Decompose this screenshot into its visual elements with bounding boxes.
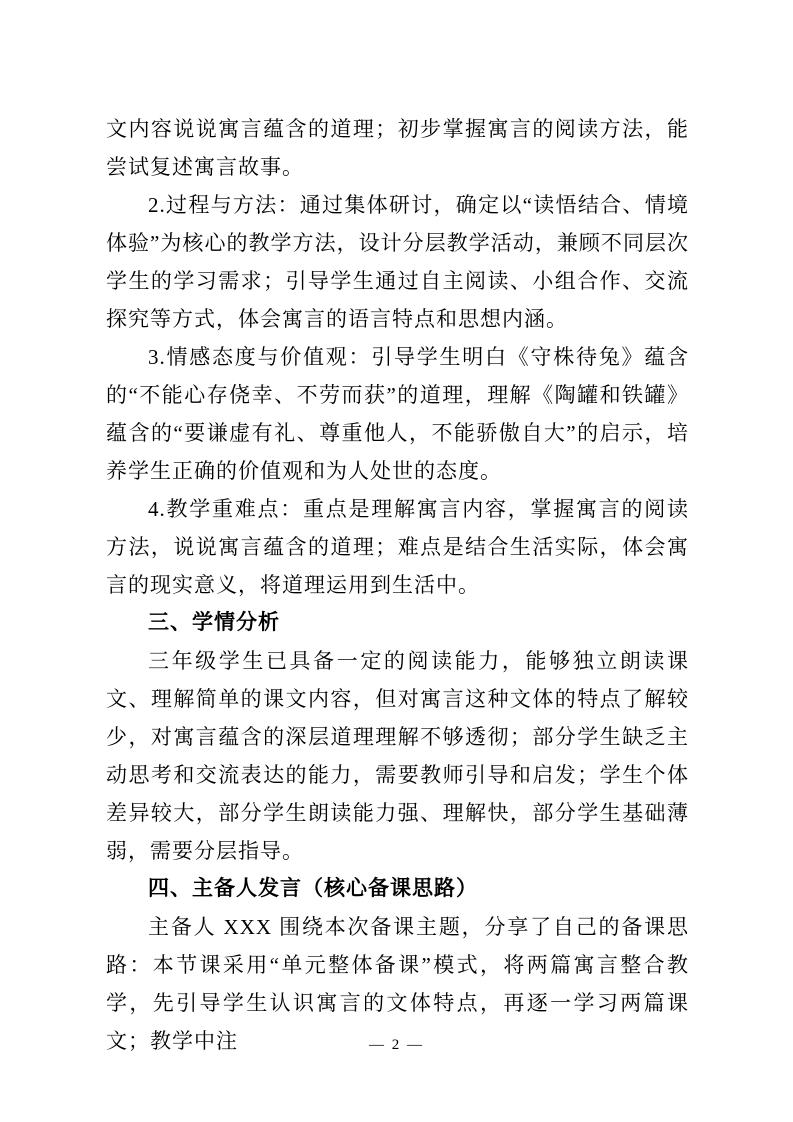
heading-section-3-learning-analysis: 三、学情分析 bbox=[148, 611, 280, 634]
paragraph-learning-situation-analysis: 三年级学生已具备一定的阅读能力，能够独立朗读课文、理解简单的课文内容，但对寓言这种文体的特点了解较少，对寓言蕴含的深层道理理解不够透彻；部分学生缺乏主动思考和交流表达的能力，需要教师引导和启发；学生个体差异较大，部分学生朗读能力强、理解快，部分学生基础薄弱，需要分层指导。 bbox=[106, 649, 689, 863]
paragraph-emotion-attitude-values: 3.情感态度与价值观：引导学生明白《守株待兔》蕴含的“不能心存侥幸、不劳而获”的道理，理解《陶罐和铁罐》蕴含的“要谦虚有礼、尊重他人，不能骄傲自大”的启示，培养学生正确的价值观和为人处世的态度。 bbox=[106, 345, 689, 483]
paragraph-knowledge-goal-continued: 文内容说说寓言蕴含的道理；初步掌握寓言的阅读方法，能尝试复述寓言故事。 bbox=[106, 117, 689, 179]
page-number: — 2 — bbox=[369, 1037, 424, 1053]
paragraph-teaching-key-difficulties: 4.教学重难点：重点是理解寓言内容，掌握寓言的阅读方法，说说寓言蕴含的道理；难点是结合生活实际，体会寓言的现实意义，将道理运用到生活中。 bbox=[106, 497, 689, 597]
paragraph-lead-preparer-ideas: 主备人 XXX 围绕本次备课主题，分享了自己的备课思路：本节课采用“单元整体备课”模式，将两篇寓言整合教学，先引导学生认识寓言的文体特点，再逐一学习两篇课文；教学中注 bbox=[106, 915, 689, 1053]
paragraph-process-and-method: 2.过程与方法：通过集体研讨，确定以“读悟结合、情境体验”为核心的教学方法，设计分层教学活动，兼顾不同层次学生的学习需求；引导学生通过自主阅读、小组合作、交流探究等方式，体会寓言的语言特点和思想内涵。 bbox=[106, 193, 689, 331]
heading-section-4-lead-preparer-speech: 四、主备人发言（核心备课思路） bbox=[148, 877, 478, 900]
